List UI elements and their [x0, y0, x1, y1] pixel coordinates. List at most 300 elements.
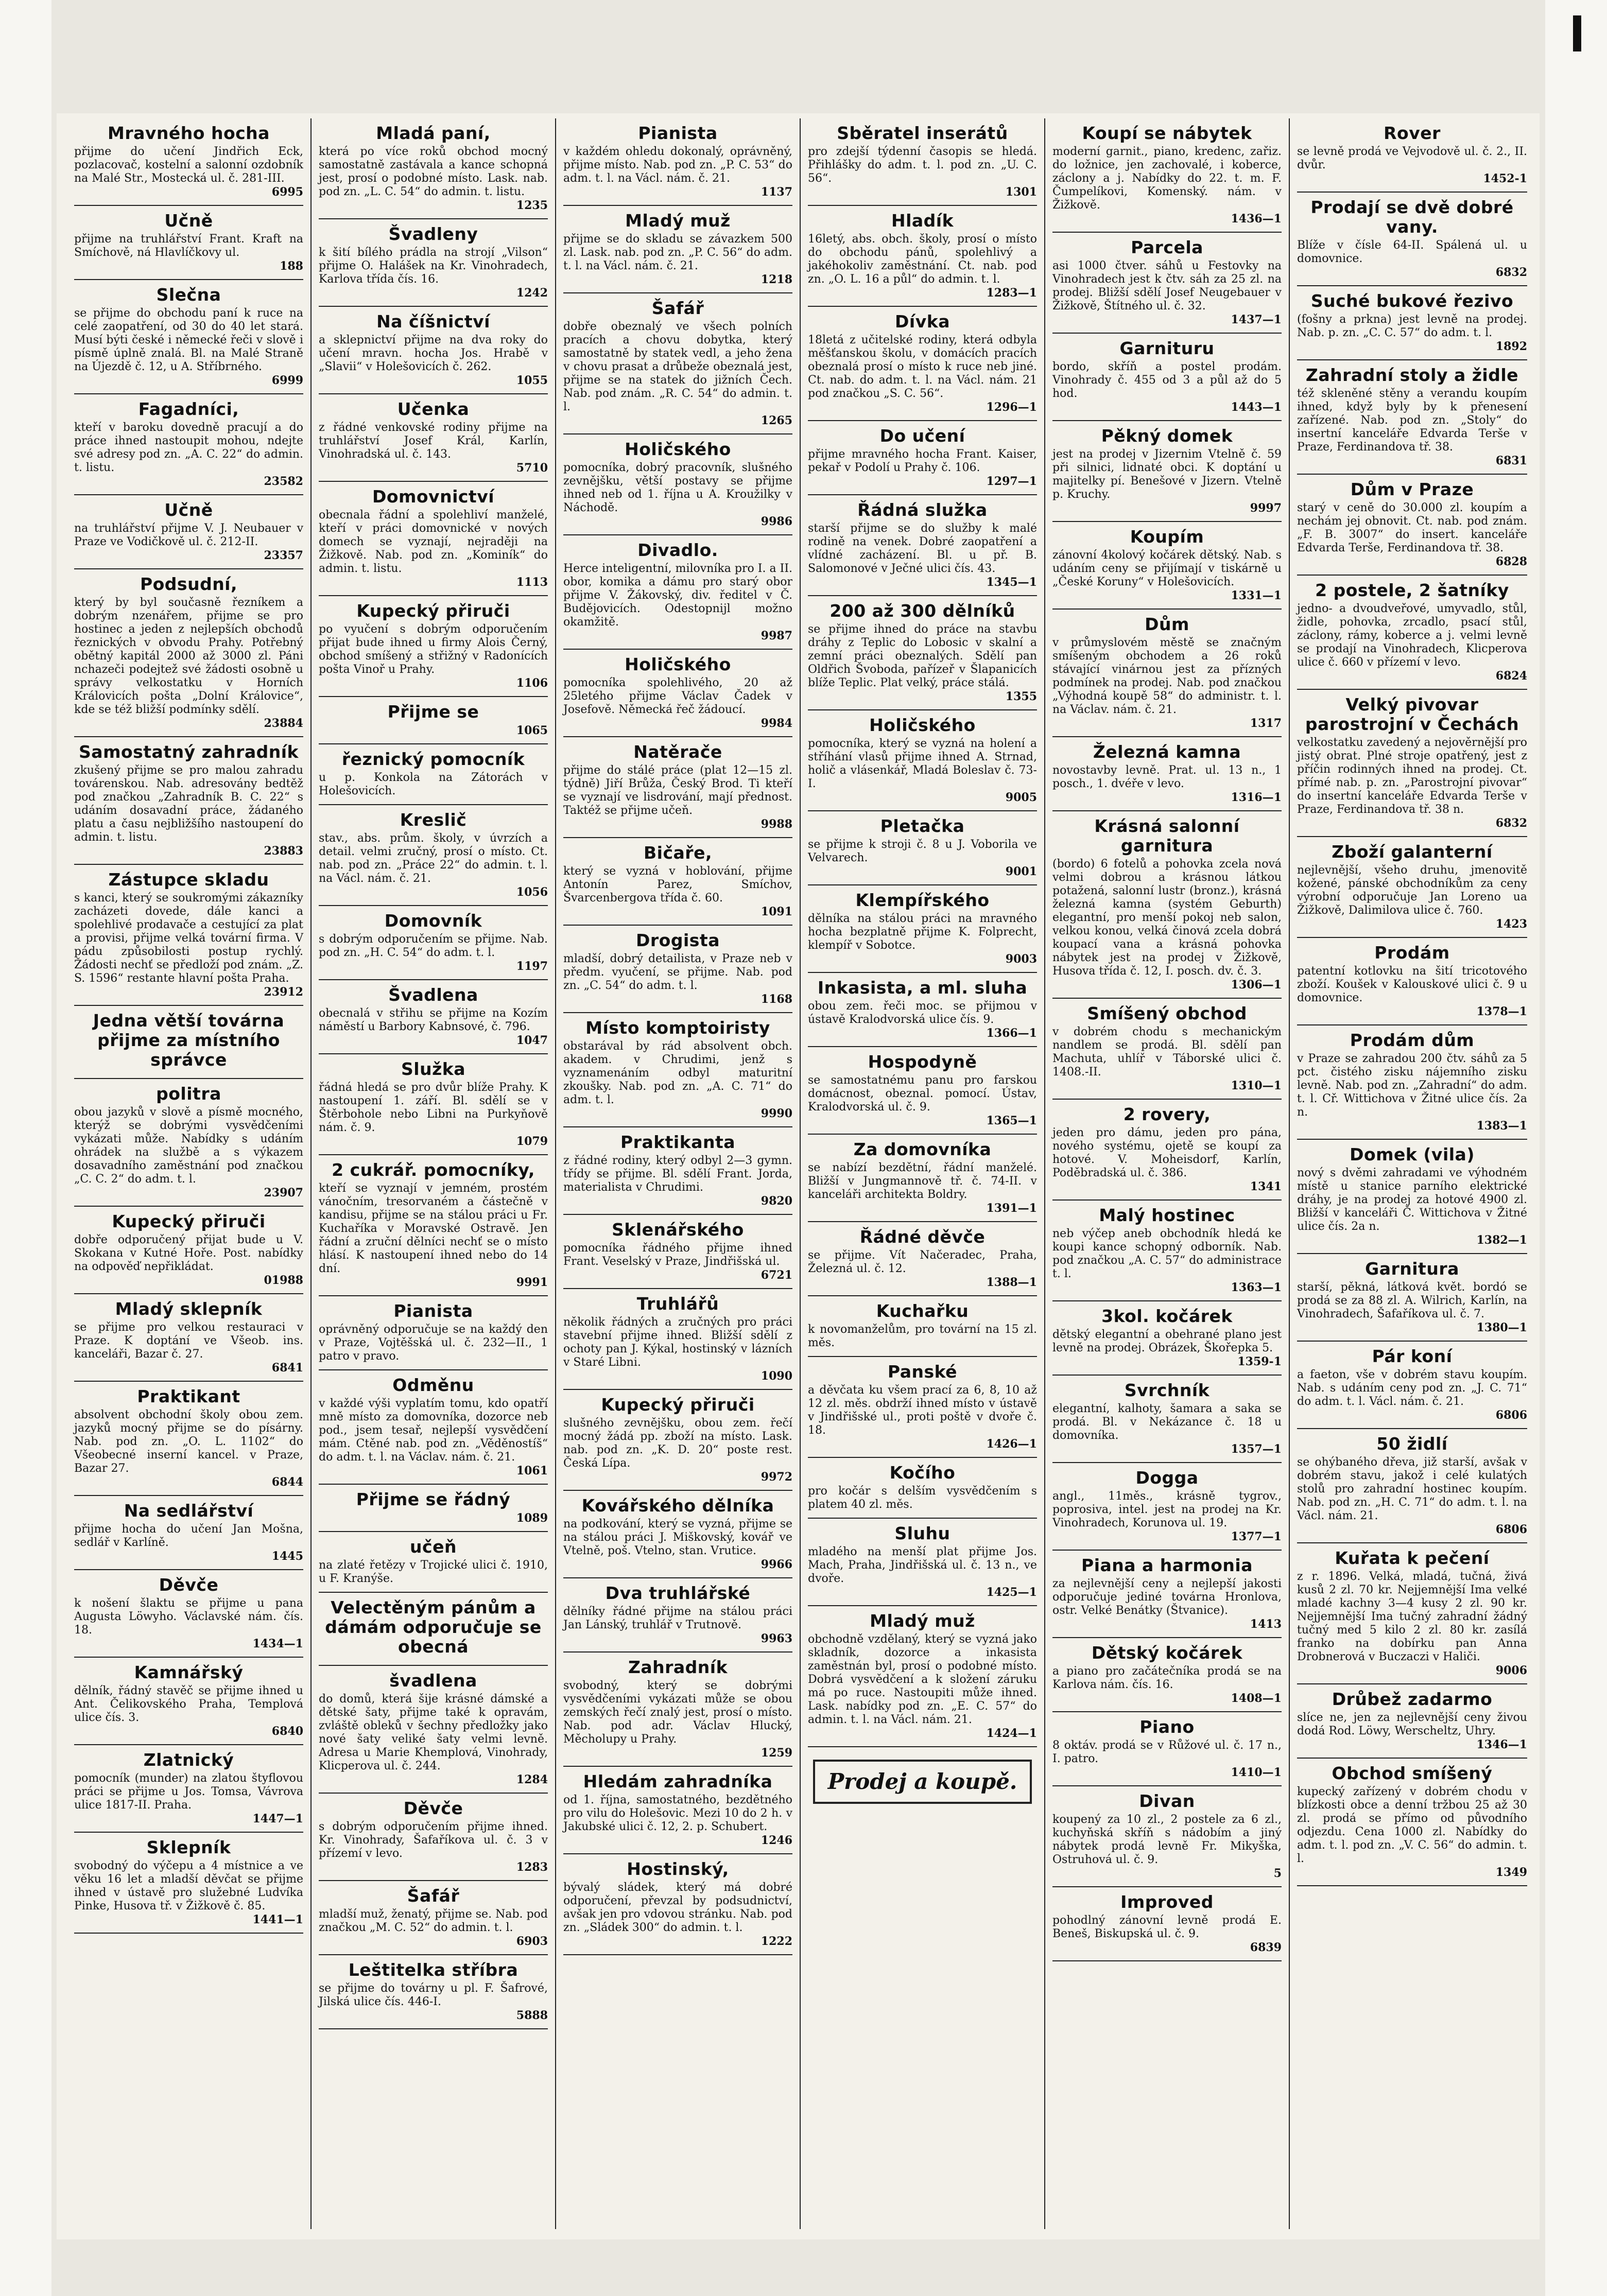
ad-body: přijme mravného hocha Frant. Kaiser, pekař v Podolí u Prahy č. 106. [808, 448, 1037, 474]
ad-title: Zahradník [628, 1657, 728, 1677]
ad-title: Malý hostinec [1099, 1205, 1235, 1225]
ad-body: dělníka na stálou práci na mravného hocha bezplatně přijme K. Folprecht, klempíř v Sobotce. [808, 912, 1037, 952]
ad-body: v průmyslovém městě se značným smíšeným obchodem a 26 roků stávající vinárnou jest za přízných podmínek na prodej. Nab. pod značkou „Výhodná koupě 58“ do administr. t. l. na Václav. nám. č. 21. [1052, 636, 1282, 716]
ad-title: Koupím [1130, 527, 1204, 547]
classified-ad [808, 206, 1037, 307]
classified-ad [1052, 421, 1282, 522]
classified-ad [808, 973, 1037, 1047]
classified-ad [1297, 837, 1527, 938]
ad-body: který se vyzná v hoblování, přijme Antonín Parez, Smíchov, Švarcenbergova třída č. 60. [563, 865, 792, 905]
ad-reference-code: 1222 [761, 1935, 792, 1948]
ad-title: Divan [1139, 1791, 1195, 1811]
classified-ad [319, 482, 548, 596]
ad-body: velkostatku zavedený a nejověrnější pro jistý obrat. Plné stroje opatřený, jest z příčin rodinných ihned na prodej. Ct. přímé nab. p. zn. „Parostrojní pivovar“ do insertní kanceláře Edvarda Terše v Praze, Ferdinandova tř. 38 n. [1297, 736, 1527, 816]
ad-body: stav., abs. prům. školy, v úvrzích a detail. velmi zručný, prosí o místo. Ct. nab. pod zn. „Práce 22“ do admin. t. l. na Václ. nám. č. 21. [319, 832, 548, 885]
ad-title: Kreslič [400, 810, 467, 830]
classified-ad [563, 838, 792, 926]
ad-title: učeň [410, 1537, 457, 1557]
ad-title: Domek (vila) [1350, 1144, 1475, 1164]
ad-title: Praktikanta [620, 1132, 735, 1152]
ad-title: Mladý muž [870, 1611, 975, 1631]
classified-ad [808, 118, 1037, 206]
ad-body: u p. Konkola na Zátorách v Holešovicích. [319, 771, 548, 797]
classified-ad [319, 1155, 548, 1296]
ad-title: Sklepník [146, 1837, 231, 1857]
ad-reference-code: 1410—1 [1231, 1766, 1282, 1779]
classified-ad [808, 1296, 1037, 1357]
ad-title: Mladý sklepník [115, 1299, 263, 1319]
ad-body: s dobrým odporučením přijme ihned. Kr. Vinohrady, Šafaříkova ul. č. 3 v přízemí v levo. [319, 1820, 548, 1860]
classified-ad [319, 1485, 548, 1532]
classified-ad [1052, 610, 1282, 737]
ad-body: se samostatnému panu pro farskou domácnost, obeznal. pomocí. Ústav, Kralodvorská ul. č. 9. [808, 1074, 1037, 1114]
ad-title: Sluhu [894, 1523, 951, 1543]
ad-reference-code: 1366—1 [986, 1027, 1037, 1040]
ad-title: Řádné děvče [859, 1227, 986, 1247]
ad-title: Pěkný domek [1101, 426, 1233, 446]
ad-reference-code: 6806 [1495, 1408, 1527, 1422]
classified-ad [1052, 118, 1282, 233]
ad-reference-code: 1089 [516, 1511, 548, 1525]
ad-title: Panské [887, 1362, 958, 1382]
ad-reference-code: 1383—1 [1476, 1119, 1527, 1133]
ad-reference-code: 23907 [264, 1186, 303, 1199]
classified-ad [319, 697, 548, 744]
ad-title: Kupecký přiruči [601, 1395, 755, 1415]
ad-title: Smíšený obchod [1087, 1003, 1247, 1023]
ad-body: v Praze se zahradou 200 čtv. sáhů za 5 pct. čistého zisku nájemního zisku levně. Nab. pod zn. „Zahradní“ do adm. t. l. Cř. Wittichova v Žitné ulice čís. 2a n. [1297, 1052, 1527, 1119]
ad-title: Služka [401, 1059, 465, 1079]
ad-body: oprávněný odporučuje se na každý den v Praze, Vojtěšská ul. č. 232—II., 1 patro v pravo. [319, 1323, 548, 1363]
ad-reference-code: 1242 [516, 286, 548, 300]
ad-reference-code: 1265 [761, 414, 792, 427]
ad-reference-code: 1218 [761, 273, 792, 286]
ad-body: několik řádných a zručných pro práci stavební přijme ihned. Bližší sdělí z ochoty pan J. Kýkal, hostinský v lázních v Staré Libni. [563, 1316, 792, 1369]
ad-body: nový s dvěmi zahradami ve výhodném místě u stanice parního elektrické dráhy, je na prodej za hotové 4900 zl. Bližší v kanceláři Č. Wittichova v Žitné ulice čís. 2a n. [1297, 1167, 1527, 1233]
ad-reference-code: 1061 [516, 1464, 548, 1477]
classified-ad [808, 1357, 1037, 1458]
ad-body: mladého na menší plat přijme Jos. Mach, Praha, Jindřišská ul. č. 13 n., ve dvoře. [808, 1545, 1037, 1585]
ad-body: přijme se do skladu se závazkem 500 zl. Lask. nab. pod zn. „P. C. 56“ do adm. t. l. na Václ. nám. č. 21. [563, 233, 792, 272]
classified-ad [563, 1215, 792, 1289]
scan-left-margin [0, 0, 51, 2296]
classified-ad [1052, 1638, 1282, 1712]
classified-ad [74, 1570, 303, 1658]
ad-body: se ohýbaného dřeva, již starší, avšak v dobrém stavu, jakož i celé kulatých stolů pro zahradní hostinec koupím. Nab. pod zn. „H. C. 71“ do adm. t. l. na Václ. nám. 21. [1297, 1456, 1527, 1522]
ad-reference-code: 23883 [264, 844, 303, 858]
ad-title: 2 postele, 2 šatníky [1315, 580, 1509, 600]
ad-title: Sklenářského [612, 1220, 744, 1240]
ad-body: dětský elegantní a obehrané plano jest levně na prodej. Obrázek, Škořepka 5. [1052, 1328, 1282, 1354]
ad-reference-code: 6841 [271, 1361, 303, 1375]
ad-reference-code: 1408—1 [1231, 1692, 1282, 1705]
ad-reference-code: 1055 [516, 374, 548, 387]
ad-body: dobře odporučený přijat bude u V. Skokana v Kutné Hoře. Post. nabídky na odpověď nepřikládat. [74, 1233, 303, 1273]
classified-ad [808, 1458, 1037, 1519]
ad-body: na podkování, který se vyzná, přijme se na stálou práci J. Miškovský, kovář ve Vtelně, poš. Vtelno, stan. Vrutice. [563, 1518, 792, 1557]
ad-reference-code: 1424—1 [986, 1727, 1037, 1740]
ad-reference-code: 9990 [761, 1107, 792, 1120]
ad-reference-code: 5 [1273, 1867, 1282, 1880]
ad-reference-code: 6839 [1250, 1941, 1282, 1954]
ad-reference-code: 9991 [516, 1276, 548, 1289]
ad-reference-code: 6995 [271, 185, 303, 199]
classified-ad [563, 926, 792, 1013]
ad-reference-code: 1377—1 [1231, 1530, 1282, 1543]
ad-title: Zástupce skladu [108, 869, 269, 890]
ad-body: a piano pro začátečníka prodá se na Karlova nám. čís. 16. [1052, 1665, 1282, 1691]
classified-ad [563, 1491, 792, 1578]
ad-reference-code: 1259 [761, 1746, 792, 1760]
ad-reference-code: 9005 [1005, 791, 1037, 804]
column-6 [1290, 118, 1534, 2229]
ad-reference-code: 6831 [1495, 454, 1527, 467]
ad-title: Mladý muž [625, 211, 731, 231]
classified-ad [808, 596, 1037, 710]
ad-body: v každé výši vyplatím tomu, kdo opatří mně místo za domovníka, dozorce neb pod., jsem tesař, nejlepší vysvědčení mám. Ctěné nab. pod zn. „Věděnostíš“ do adm. t. l. na Václav. nám. č. 21. [319, 1397, 548, 1464]
classified-ad [1297, 360, 1527, 475]
ad-title: Kamnářský [134, 1662, 244, 1682]
ad-reference-code: 1197 [516, 960, 548, 973]
ad-reference-code: 1355 [1005, 690, 1037, 703]
ad-body: asi 1000 čtver. sáhů u Festovky na Vinohradech jest k čtv. sáh za 25 zl. na prodej. Bližší sdělí Josef Neugebauer v Žižkově, Štítného ul. č. 32. [1052, 259, 1282, 312]
ad-title: Na číšnictví [376, 311, 490, 332]
ad-title: Děvče [159, 1575, 219, 1595]
ad-title: Drogista [636, 930, 720, 950]
ad-reference-code: 1434—1 [252, 1637, 303, 1650]
classified-ad [1297, 1254, 1527, 1342]
ad-title: Domovnictví [372, 486, 495, 507]
ad-reference-code: 23582 [264, 475, 303, 488]
ad-title: Přijme se řádný [356, 1489, 511, 1509]
column-5 [1045, 118, 1290, 2229]
ad-body: z řádné rodiny, který odbyl 2—3 gymn. třídy se přijme. Bl. sdělí Frant. Jorda, materialista v Chrudimi. [563, 1154, 792, 1194]
ad-title: Parcela [1131, 237, 1203, 257]
classified-ad [319, 805, 548, 906]
ad-reference-code: 1297—1 [986, 475, 1037, 488]
ad-title: Pianista [638, 123, 718, 143]
ad-body: pro kočár s delším vysvědčením s platem 40 zl. měs. [808, 1485, 1037, 1511]
ad-body: s dobrým odporučením se přijme. Nab. pod zn. „H. C. 54“ do adm. t. l. [319, 933, 548, 959]
ad-reference-code: 1365—1 [986, 1114, 1037, 1127]
ad-body: pomocníka spolehlivého, 20 až 25letého přijme Václav Čadek v Josefově. Německá řeč žádoucí. [563, 676, 792, 716]
classified-ad [319, 596, 548, 697]
ad-title: Učenka [397, 399, 470, 419]
ad-body: jeden pro dámu, jeden pro pána, nového systému, ojetě se koupí za hotové. V. Moheisdorf, Karlín, Poděbradská ul. č. 386. [1052, 1126, 1282, 1179]
classified-ad [563, 1289, 792, 1390]
classified-ad [1297, 576, 1527, 690]
ad-reference-code: 1441—1 [252, 1913, 303, 1926]
ad-reference-code: 01988 [264, 1274, 303, 1287]
classified-ad [563, 1127, 792, 1215]
classified-ad [808, 495, 1037, 596]
classified-ad [1297, 193, 1527, 286]
classified-ad [563, 1013, 792, 1127]
classified-ad [1297, 1759, 1527, 1886]
classified-ad [1052, 999, 1282, 1100]
ad-reference-code: 6721 [761, 1268, 792, 1282]
ad-title: Divadlo. [637, 540, 718, 560]
ad-title: Odměnu [392, 1375, 474, 1395]
ad-title: Klempířského [855, 890, 990, 910]
ad-body: 18letá z učitelské rodiny, která odbyla měšťanskou školu, v domácích pracích obeznalá prosí o místo k ruce neb jiné. Ct. nab. do adm. t. l. na Václ. nám. 21 pod značkou „S. C. 56“. [808, 334, 1037, 400]
ad-title: švadlena [389, 1671, 477, 1691]
classified-ad [1052, 1376, 1282, 1463]
ad-body: bývalý sládek, který má dobré odporučení, převzal by podsudnictví, avšak jen pro vdovou stránku. Nab. pod zn. „Sládek 300“ do admin. t. l. [563, 1881, 792, 1934]
ad-title: řeznický pomocník [341, 749, 525, 769]
ad-reference-code: 9963 [761, 1632, 792, 1645]
classified-ad [74, 118, 303, 206]
ad-reference-code: 188 [280, 259, 303, 273]
ad-title: Kuchařku [876, 1301, 969, 1321]
classified-ad [319, 307, 548, 394]
classified-ad [808, 1047, 1037, 1135]
classified-ad [74, 1207, 303, 1294]
ad-body: se nabízí bezdětní, řádní manželé. Bližší v Jungmannově tř. č. 74-II. v kanceláři architekta Boldry. [808, 1161, 1037, 1201]
ad-body: elegantní, kalhoty, šamara a saka se prodá. Bl. v Nekázance č. 18 u domovníka. [1052, 1402, 1282, 1442]
ad-title: Kovářského dělníka [581, 1495, 774, 1516]
column-2 [312, 118, 556, 2229]
ad-title: Velký pivovar parostrojní v Čechách [1305, 694, 1519, 734]
classified-ad [1297, 1543, 1527, 1684]
ad-title: Obchod smíšený [1332, 1763, 1493, 1783]
ad-body: bordo, skříň a postel prodám. Vinohrady č. 455 od 3 a půl až do 5 hod. [1052, 360, 1282, 400]
ad-title: Kupecký přiruči [112, 1211, 266, 1231]
ad-title: 2 rovery, [1123, 1104, 1211, 1124]
ad-title: Jedna větší továrna přijme za místního správce [93, 1011, 285, 1070]
ad-reference-code: 1345—1 [986, 576, 1037, 589]
ad-reference-code: 1388—1 [986, 1276, 1037, 1289]
classified-ad [1297, 475, 1527, 576]
ad-body: Herce inteligentní, milovníka pro I. a II. obor, komika a dámu pro starý obor přijme V. Žákovský, div. ředitel v Č. Budějovicích. Odestopnijl možno okamžitě. [563, 562, 792, 629]
ad-title: Dívka [895, 311, 950, 332]
classified-ad [74, 495, 303, 569]
ad-body: přijme na truhlářství Frant. Kraft na Smíchově, ná Hlavlíčkovy ul. [74, 233, 303, 259]
ad-title: Piano [1139, 1717, 1195, 1737]
classified-ad [1052, 1201, 1282, 1301]
ad-body: starší, pěkná, látková květ. bordó se prodá se za 88 zl. A. Wilrich, Karlín, na Vinohradech, Šafaříkova ul. č. 7. [1297, 1281, 1527, 1320]
ad-reference-code: 1425—1 [986, 1586, 1037, 1599]
ad-title: 2 cukrář. pomocníky, [332, 1160, 535, 1180]
ad-body: dělníky řádné přijme na stálou práci Jan Lánský, truhlář v Trutnově. [563, 1605, 792, 1631]
classified-ad [1052, 1463, 1282, 1551]
ad-title: Bičaře, [644, 843, 712, 863]
ad-reference-code: 1137 [761, 185, 792, 199]
ad-title: Holičského [869, 715, 976, 735]
ad-reference-code: 5888 [516, 2009, 548, 2022]
classified-ad [1297, 690, 1527, 837]
ad-body: patentní kotlovku na šití tricotového zboží. Koušek v Kalouskové ulici č. 9 u domovnice. [1297, 965, 1527, 1004]
ad-title: Hospodyně [868, 1052, 977, 1072]
classified-ad [319, 118, 548, 219]
ad-body: 16letý, abs. obch. školy, prosí o místo do obchodu pánů, spolehlivý a jakéhokoliv zaměstnání. Ct. nab. pod zn. „O. L. 16 a půl“ do admin. t. l. [808, 233, 1037, 286]
ad-reference-code: 9987 [761, 629, 792, 642]
classified-ad [563, 293, 792, 434]
ad-reference-code: 9006 [1495, 1664, 1527, 1677]
ad-title: Pianista [393, 1301, 473, 1321]
ad-body: a faeton, vše v dobrém stavu koupím. Nab. s udáním ceny pod zn. „J. C. 71“ do adm. t. l. Václ. nám. č. 21. [1297, 1368, 1527, 1408]
ad-reference-code: 1349 [1495, 1866, 1527, 1879]
classified-ad [74, 1294, 303, 1382]
ad-title: Prodám dům [1350, 1030, 1475, 1050]
ad-reference-code: 9003 [1005, 952, 1037, 966]
ad-body: starý v ceně do 30.000 zl. koupím a nechám jej obnovit. Ct. nab. pod znám. „F. B. 3007“ do insert. kanceláře Edvarda Terše, Ferdinandova tř. 38. [1297, 501, 1527, 554]
ad-body: kupecký zařízený v dobrém chodu v blízkosti obce a denní tržbou 25 až 30 zl. prodá se přímo od původního odjezdu. Cena 1000 zl. Nabídky do adm. t. l. pod zn. „V. C. 56“ do admin. t. l. [1297, 1785, 1527, 1865]
ad-reference-code: 1235 [516, 199, 548, 212]
ad-title: Kupecký přiruči [356, 601, 510, 621]
column-4 [801, 118, 1045, 2229]
ad-reference-code: 1423 [1495, 917, 1527, 931]
ad-body: řádná hledá se pro dvůr blíže Prahy. K nastoupení 1. září. Bl. sdělí se v Štěrbohole nebo Libni na Purkyňově nám. č. 9. [319, 1081, 548, 1134]
classified-ad [74, 1382, 303, 1496]
classified-ad [1297, 1342, 1527, 1429]
ad-reference-code: 6844 [271, 1475, 303, 1489]
ad-body: v každém ohledu dokonalý, oprávněný, přijme místo. Nab. pod zn. „P. C. 53“ do adm. t. l. na Václ. nám. č. 21. [563, 145, 792, 185]
classified-ad [319, 1794, 548, 1881]
ad-body: přijme do stálé práce (plat 12—15 zl. týdně) Jiří Brůža, Český Brod. Ti kteří se vyznají ve lisdrování, mají přednost. Taktéž se přijme učeň. [563, 764, 792, 817]
ad-title: Krásná salonní garnitura [1094, 816, 1240, 856]
ad-title: Praktikant [137, 1386, 240, 1406]
ad-title: Prodám [1374, 943, 1450, 963]
classified-ad [319, 1296, 548, 1370]
ad-title: Improved [1120, 1892, 1214, 1912]
classified-ad [319, 744, 548, 805]
ad-title: Pár koní [1372, 1346, 1453, 1366]
ad-body: pomocníka řádného přijme ihned Frant. Veselský v Praze, Jindřišská ul. [563, 1242, 792, 1268]
ad-reference-code: 1310—1 [1231, 1079, 1282, 1092]
classified-ad [74, 569, 303, 737]
ad-body: kteří v baroku dovedně pracují a do práce ihned nastoupit mohou, ndejte své adresy pod zn. „A. C. 22“ do admin. t. listu. [74, 421, 303, 474]
ad-reference-code: 1341 [1250, 1180, 1282, 1193]
ad-title: Švadleny [388, 224, 478, 244]
classified-ad [563, 434, 792, 535]
ad-title: Domovník [384, 911, 482, 931]
ad-title: Rover [1384, 123, 1441, 143]
ad-reference-code: 6903 [516, 1935, 548, 1948]
classified-ad [1297, 938, 1527, 1025]
ad-reference-code: 1357—1 [1231, 1442, 1282, 1456]
ad-body: se přijme pro velkou restauraci v Praze. K doptání ve Všeob. ins. kanceláři, Bazar č. 27. [74, 1321, 303, 1361]
classified-ad [74, 1833, 303, 1934]
ad-reference-code: 1284 [516, 1773, 548, 1786]
classified-ad [1052, 233, 1282, 334]
ad-title: Piana a harmonia [1081, 1555, 1253, 1575]
ad-reference-code: 1106 [516, 676, 548, 690]
ad-reference-code: 1317 [1250, 717, 1282, 730]
ad-reference-code: 23912 [264, 985, 303, 999]
classified-ad [74, 865, 303, 1006]
ad-title: Šafář [407, 1886, 460, 1906]
ad-reference-code: 1391—1 [986, 1202, 1037, 1215]
ad-body: novostavby levně. Prat. ul. 13 n., 1 posch., 1. dvéře v levo. [1052, 764, 1282, 790]
ad-reference-code: 1091 [761, 905, 792, 918]
ad-reference-code: 1346—1 [1476, 1738, 1527, 1751]
classified-ad [319, 219, 548, 307]
ad-body: slušného zevnějšku, obou zem. řečí mocný žádá pp. zboží na místo. Lask. nab. pod zn. „K. D. 20“ poste rest. Česká Lípa. [563, 1417, 792, 1470]
ad-body: na truhlářství přijme V. J. Neubauer v Praze ve Vodičkově ul. č. 212-II. [74, 522, 303, 548]
ad-title: Hostinský, [627, 1859, 729, 1879]
ad-body: se přijme. Vít Načeradec, Praha, Železná ul. č. 12. [808, 1249, 1037, 1275]
ad-reference-code: 6824 [1495, 669, 1527, 683]
ad-body: jedno- a dvoudveřové, umyvadlo, stůl, židle, pohovka, zrcadlo, psací stůl, záclony, rámy, koberce a j. velmi levně se prodají na Vinohradech, Klicperova ulice č. 660 v přízemí v levo. [1297, 602, 1527, 669]
ad-title: Místo komptoiristy [585, 1018, 770, 1038]
ad-title: Svrchník [1124, 1380, 1210, 1400]
ad-title: Holičského [625, 439, 731, 459]
classified-ad [1052, 1301, 1282, 1376]
ad-reference-code: 1079 [516, 1135, 548, 1148]
ad-reference-code: 1437—1 [1231, 313, 1282, 326]
ad-title: Švadlena [388, 985, 478, 1005]
ad-body: koupený za 10 zl., 2 postele za 6 zl., kuchyňská skříň s nádobím a jiný nábytek prodá levně Fr. Mikyška, Ostruhová ul. č. 9. [1052, 1813, 1282, 1866]
classified-ad [74, 1006, 303, 1079]
ad-title: Kuřata k pečení [1335, 1548, 1490, 1568]
classified-ad [319, 1666, 548, 1794]
ad-body: obou zem. řeči moc. se přijmou v ústavě Kralodvorská ulice čís. 9. [808, 1000, 1037, 1026]
classified-ad [563, 737, 792, 838]
ad-reference-code: 1168 [761, 993, 792, 1006]
classified-ad [808, 421, 1037, 495]
classified-ad [563, 1854, 792, 1955]
ad-body: na zlaté řetězy v Trojické ulici č. 1910, u F. Kranýše. [319, 1559, 548, 1585]
ad-title: Drůbež zadarmo [1332, 1689, 1493, 1709]
classified-columns [67, 118, 1534, 2229]
ad-body: pohodlný zánovní levně prodá E. Beneš, Biskupská ul. č. 9. [1052, 1914, 1282, 1940]
ad-body: jest na prodej v Jizernim Vtelně č. 59 při silnici, lidnaté obci. K doptání u majitelky pí. Benešové v Jizern. Vtelně p. Kruchy. [1052, 448, 1282, 501]
ad-body: se přijme k stroji č. 8 u J. Voborila ve Velvarech. [808, 838, 1037, 864]
classified-ad [1297, 1429, 1527, 1543]
ad-title: Inkasista, a ml. sluha [817, 978, 1028, 998]
ad-body: dobře obeznalý ve všech polních pracích a chovu dobytka, který samostatně by statek vedl, a jeho žena v chovu prasat a drůbeže obeznalá jest, přijme se na statek do jižních Čech. Nab. pod znám. „R. C. 54“ do admin. t. l. [563, 320, 792, 413]
classified-ad [1297, 1140, 1527, 1254]
classified-ad [319, 906, 548, 980]
ad-title: Zlatnický [143, 1750, 234, 1770]
classified-ad [563, 535, 792, 650]
ad-reference-code: 1452-1 [1483, 172, 1527, 185]
classified-ad [74, 1745, 303, 1833]
ad-reference-code: 6828 [1495, 555, 1527, 568]
ad-body: Blíže v čísle 64-II. Spálená ul. u domovnice. [1297, 239, 1527, 265]
ad-body: neb výčep aneb obchodník hledá ke koupi kance schopný odborník. Nab. pod značkou „A. C. 57“ do administrace t. l. [1052, 1227, 1282, 1280]
ad-reference-code: 9984 [761, 717, 792, 730]
ad-reference-code: 1090 [761, 1369, 792, 1383]
ad-body: pomocníka, dobrý pracovník, slušného zevnějšku, větší postavy se přijme ihned neb od 1. října u A. Kroužilky v Náchodě. [563, 461, 792, 514]
ad-body: obecnalá v střihu se přijme na Kozím náměstí u Barbory Kabnsové, č. 796. [319, 1007, 548, 1033]
ad-body: se přijme ihned do práce na stavbu dráhy z Teplic do Lobosic v skalní a zemní práci obeznalých. Sdělí pan Oldřich Švoboda, pařízeř v Šlapanicích blíže Teplic. Plat velký, práce stálá. [808, 623, 1037, 689]
classified-ad [1052, 811, 1282, 999]
classified-ad [74, 1496, 303, 1570]
ad-title: Natěrače [633, 742, 722, 762]
ad-reference-code: 1363—1 [1231, 1281, 1282, 1294]
ad-title: Mladá paní, [376, 123, 491, 143]
ad-body: přijme do učení Jindřich Eck, pozlacovač, kostelní a salonní ozdobník na Malé Str., Mostecká ul. č. 281-III. [74, 145, 303, 185]
ad-body: kteří se vyznají v jemném, prostém vánočním, tresorvaném a částečně v kandisu, přijme se na stálou práci u Fr. Kuchaříka v Moravské Ostravě. Jen řádní a zruční dělníci nechť se o místo hlásí. K nastoupení ihned nebo do 14 dní. [319, 1182, 548, 1275]
ad-title: Pletačka [880, 816, 965, 836]
ad-body: svobodný do výčepu a 4 místnice a ve věku 16 let a mladší děvčat se přijme ihned v ústavě pro služebné Ludvíka Pinke, Husova tř. v Žižkově č. 85. [74, 1859, 303, 1912]
ad-reference-code: 1426—1 [986, 1437, 1037, 1451]
ad-body: starší přijme se do služby k malé rodině na venek. Dobré zaopatření a vlídné zacházení. Bl. u př. B. Salomonové v Ječné ulici čís. 43. [808, 522, 1037, 575]
ad-title: Zahradní stoly a židle [1305, 365, 1519, 385]
classified-ad [319, 1532, 548, 1593]
scan-corner-mark [1573, 15, 1581, 51]
ad-reference-code: 1047 [516, 1034, 548, 1047]
ad-body: též skleněné stěny a verandu koupím ihned, když byly by k přenesení zařízené. Nab. pod zn. „Stoly“ do insertní kanceláře Edvarda Terše v Praze, Ferdinandova tř. 38. [1297, 387, 1527, 454]
ad-title: 3kol. kočárek [1101, 1306, 1233, 1326]
ad-title: Truhlářů [636, 1294, 719, 1314]
ad-body: zánovní 4kolový kočárek dětský. Nab. s udáním ceny se přijímají v tiskárně u „České Koruny“ v Holešovicích. [1052, 549, 1282, 588]
classified-ad [808, 1222, 1037, 1296]
classified-ad [74, 280, 303, 394]
ad-reference-code: 6999 [271, 374, 303, 387]
